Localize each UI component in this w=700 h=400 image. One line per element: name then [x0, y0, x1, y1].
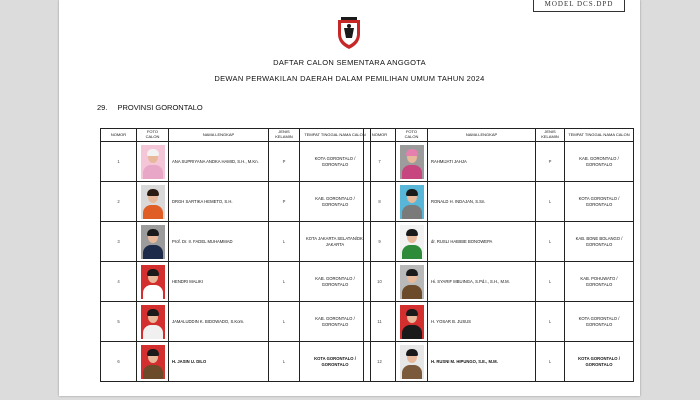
candidate-name: ANA SUPRIYANA ANDKA HAMID, S.H., M.Kn.: [169, 142, 269, 182]
candidate-domicile: KOTA GORONTALO / GORONTALO: [565, 342, 634, 382]
candidate-number: 8: [364, 182, 396, 222]
candidate-domicile: KAB. GORONTALO / GORONTALO: [300, 262, 371, 302]
man-photo: [400, 225, 424, 259]
col-header-domicile: TEMPAT TINGGAL NAMA CALON: [300, 129, 371, 142]
candidate-number: 2: [101, 182, 137, 222]
candidate-photo-cell: [396, 302, 428, 342]
candidate-number: 7: [364, 142, 396, 182]
candidate-sex: L: [536, 222, 565, 262]
man-photo: [141, 305, 165, 339]
candidate-domicile: KAB. BONE BOLANGO / GORONTALO: [565, 222, 634, 262]
table-row: [364, 302, 634, 342]
candidate-photo-cell: [396, 142, 428, 182]
candidate-photo-cell: [137, 342, 169, 382]
model-label: MODEL DCS.DPD: [533, 0, 625, 12]
candidate-sex: L: [536, 262, 565, 302]
candidate-number: 4: [101, 262, 137, 302]
candidate-number: 3: [101, 222, 137, 262]
candidate-sex: L: [269, 302, 300, 342]
candidate-domicile: KAB. GORONTALO / GORONTALO: [300, 182, 371, 222]
candidate-number: 1: [101, 142, 137, 182]
candidate-name: Prof. Dr. Ir. FADEL MUHAMMAD: [169, 222, 269, 262]
man-photo: [400, 185, 424, 219]
province-number: 29.: [97, 103, 108, 112]
table-row: [364, 222, 634, 262]
candidate-photo-cell: [396, 222, 428, 262]
col-header-domicile: TEMPAT TINGGAL NAMA CALON: [565, 129, 634, 142]
candidate-domicile: KOTA GORONTALO / GORONTALO: [300, 142, 371, 182]
table-row: [364, 342, 634, 382]
document-subtitle: DEWAN PERWAKILAN DAERAH DALAM PEMILIHAN UMUM TAHUN 2024: [214, 74, 485, 83]
kpu-logo-icon: [335, 16, 363, 50]
candidate-sex: L: [269, 342, 300, 382]
candidate-table-right: [363, 128, 634, 382]
col-header-name: NAMA LENGKAP: [169, 129, 269, 142]
candidate-domicile: KOTA JAKARTA SELATAN/DKI JAKARTA: [300, 222, 371, 262]
candidate-number: 5: [101, 302, 137, 342]
candidate-name: H. JASIN U. DILO: [169, 342, 269, 382]
man-photo: [400, 305, 424, 339]
table-row: [101, 182, 371, 222]
man-photo: [141, 345, 165, 379]
table-header-row: [101, 129, 371, 142]
candidate-sex: L: [269, 222, 300, 262]
candidate-sex: L: [269, 262, 300, 302]
col-header-photo: FOTO CALON: [396, 129, 428, 142]
candidate-number: 6: [101, 342, 137, 382]
candidate-domicile: KOTA GORONTALO / GORONTALO: [565, 302, 634, 342]
table-row: [364, 262, 634, 302]
candidate-name: H. YOSAR B. JUSUS: [428, 302, 536, 342]
woman-photo: [141, 185, 165, 219]
col-header-name: NAMA LENGKAP: [428, 129, 536, 142]
candidate-photo-cell: [396, 262, 428, 302]
table-row: [364, 142, 634, 182]
province-heading: [97, 103, 213, 112]
candidate-name: dr. RUSLI HABIBIE BONOWEPA: [428, 222, 536, 262]
man-photo: [141, 225, 165, 259]
man-photo: [141, 265, 165, 299]
candidate-name: H. RUSNI M. HIPUNGO, S.E., M.M.: [428, 342, 536, 382]
candidate-sex: P: [269, 142, 300, 182]
candidate-sex: L: [536, 182, 565, 222]
col-header-sex: JENIS KELAMIN: [536, 129, 565, 142]
woman-hijab-photo: [400, 145, 424, 179]
col-header-sex: JENIS KELAMIN: [269, 129, 300, 142]
woman-hijab-photo: [141, 145, 165, 179]
candidate-photo-cell: [137, 302, 169, 342]
table-row: [101, 262, 371, 302]
col-header-number: NOMOR: [101, 129, 137, 142]
candidate-name: DRGH SARTIKA HEMETO, S.H.: [169, 182, 269, 222]
col-header-photo: FOTO CALON: [137, 129, 169, 142]
candidate-photo-cell: [137, 222, 169, 262]
candidate-number: 9: [364, 222, 396, 262]
table-row: [101, 142, 371, 182]
candidate-sex: P: [536, 142, 565, 182]
candidate-sex: P: [269, 182, 300, 222]
man-photo: [400, 345, 424, 379]
candidate-domicile: KAB. POHUWATO / GORONTALO: [565, 262, 634, 302]
man-photo: [400, 265, 424, 299]
candidate-domicile: KOTA GORONTALO / GORONTALO: [565, 182, 634, 222]
candidate-number: 10: [364, 262, 396, 302]
candidate-domicile: KAB. GORONTALO / GORONTALO: [300, 302, 371, 342]
candidate-name: HENDRI MALIKI: [169, 262, 269, 302]
table-row: [101, 342, 371, 382]
province-name: PROVINSI GORONTALO: [117, 103, 203, 112]
document-page: [59, 0, 640, 396]
table-row: [101, 302, 371, 342]
candidate-photo-cell: [137, 182, 169, 222]
table-header-row: [364, 129, 634, 142]
candidate-number: 12: [364, 342, 396, 382]
candidate-name: Hi. SYARIF MBUINGA, S.Pd.I., S.H., M.M.: [428, 262, 536, 302]
candidate-photo-cell: [137, 262, 169, 302]
candidate-name: JAMALUDDIN K. BIDOWADO, S.Kom.: [169, 302, 269, 342]
candidate-name: RONALD H. INDAJAN, S.Sn.: [428, 182, 536, 222]
candidate-photo-cell: [137, 142, 169, 182]
candidate-photo-cell: [396, 342, 428, 382]
candidate-sex: L: [536, 342, 565, 382]
table-row: [364, 182, 634, 222]
document-title: DAFTAR CALON SEMENTARA ANGGOTA: [273, 58, 426, 67]
candidate-table-left: [100, 128, 371, 382]
candidate-number: 11: [364, 302, 396, 342]
table-row: [101, 222, 371, 262]
candidate-photo-cell: [396, 182, 428, 222]
candidate-domicile: KOTA GORONTALO / GORONTALO: [300, 342, 371, 382]
candidate-name: RAHMIJATI JAHJA: [428, 142, 536, 182]
candidate-sex: L: [536, 302, 565, 342]
col-header-number: NOMOR: [364, 129, 396, 142]
candidate-domicile: KAB. GORONTALO / GORONTALO: [565, 142, 634, 182]
